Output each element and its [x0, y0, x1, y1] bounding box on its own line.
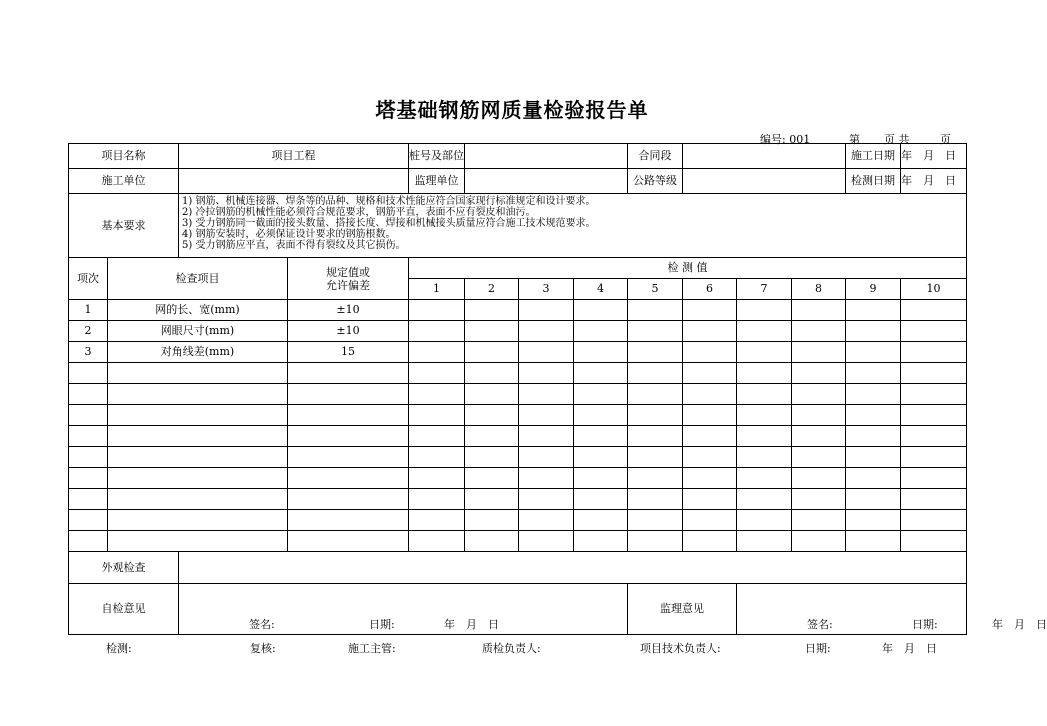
appearance-row [69, 552, 967, 584]
row-spec [288, 531, 409, 552]
page-ye-gong: 页 共 [884, 133, 910, 146]
footer-tech-head: 项目技术负责人: [640, 642, 721, 655]
measure-cell [409, 447, 465, 468]
sup-sign-label: 签名: [807, 618, 833, 631]
footer-qc-head: 质检负责人: [482, 642, 541, 655]
measure-col-header: 7 [737, 279, 792, 300]
measure-cell [683, 510, 737, 531]
measure-cell [683, 300, 737, 321]
measure-cell [901, 405, 967, 426]
table-row [69, 342, 967, 363]
measure-cell [628, 321, 683, 342]
road-grade-label: 公路等级 [628, 169, 683, 194]
project-name-label: 项目名称 [69, 144, 179, 169]
measure-cell [792, 510, 846, 531]
measure-cell [628, 300, 683, 321]
footer-chief: 施工主管: [348, 642, 396, 655]
self-sign-label: 签名: [249, 618, 275, 631]
measure-cell [792, 363, 846, 384]
measure-col-header: 10 [901, 279, 967, 300]
measure-col-header: 3 [519, 279, 574, 300]
measure-cell [901, 510, 967, 531]
row-item [108, 468, 288, 489]
measure-cell [901, 384, 967, 405]
requirements-row [69, 194, 967, 258]
measure-cell [737, 447, 792, 468]
measure-cell [409, 300, 465, 321]
measure-cell [683, 489, 737, 510]
row-item [108, 405, 288, 426]
row-item [108, 426, 288, 447]
measure-cell [574, 300, 628, 321]
measure-cell [901, 342, 967, 363]
measure-cell [409, 489, 465, 510]
measure-cell [519, 321, 574, 342]
measure-cell [737, 510, 792, 531]
inspect-date-label: 检测日期 [846, 169, 901, 194]
unit-value [179, 169, 409, 194]
measure-cell [409, 384, 465, 405]
measure-cell [901, 300, 967, 321]
row-index [69, 531, 108, 552]
measure-cell [846, 531, 901, 552]
requirements-label: 基本要求 [69, 194, 179, 258]
measure-cell [901, 489, 967, 510]
measure-cell [737, 489, 792, 510]
measure-cell [409, 342, 465, 363]
measure-cell [901, 468, 967, 489]
row-spec [288, 384, 409, 405]
row-index: 1 [69, 300, 108, 321]
row-index [69, 447, 108, 468]
measure-cell [901, 321, 967, 342]
header-row-2 [69, 169, 967, 194]
self-date-value: 年 月 日 [444, 618, 499, 631]
row-index: 2 [69, 321, 108, 342]
row-item [108, 510, 288, 531]
measure-cell [628, 363, 683, 384]
measure-cell [409, 531, 465, 552]
measure-cell [792, 489, 846, 510]
contract-label: 合同段 [628, 144, 683, 169]
measure-cell [628, 342, 683, 363]
measure-cell [901, 531, 967, 552]
measure-cell [465, 321, 519, 342]
measure-cell [628, 468, 683, 489]
row-index [69, 405, 108, 426]
row-spec [288, 510, 409, 531]
table-row [69, 426, 967, 447]
footer-date-value: 年 月 日 [882, 642, 937, 655]
requirement-item: 3) 受力钢筋同一截面的接头数量、搭接长度、焊接和机械接头质量应符合施工技术规范要求。 [182, 218, 596, 229]
measure-col-header: 9 [846, 279, 901, 300]
measure-cell [465, 489, 519, 510]
row-item [108, 489, 288, 510]
table-row [69, 468, 967, 489]
footer-review: 复核: [250, 642, 276, 655]
measure-cell [465, 384, 519, 405]
measure-cell [901, 363, 967, 384]
supervision-label: 监理意见 [628, 584, 737, 635]
measure-cell [574, 342, 628, 363]
self-date-label: 日期: [369, 618, 395, 631]
row-item [108, 363, 288, 384]
supervisor-unit-label: 监理单位 [409, 169, 465, 194]
row-item: 对角线差(mm) [108, 342, 288, 363]
measure-cell [846, 405, 901, 426]
col-index-header: 项次 [69, 258, 108, 300]
measure-cell [683, 468, 737, 489]
row-spec: 15 [288, 342, 409, 363]
table-row [69, 384, 967, 405]
col-spec-line-1: 规定值或 [326, 265, 370, 279]
appearance-label: 外观检查 [69, 552, 179, 584]
row-spec: ±10 [288, 300, 409, 321]
measure-cell [792, 384, 846, 405]
measure-cell [683, 531, 737, 552]
measure-cell [409, 405, 465, 426]
construct-date-label: 施工日期 [846, 144, 901, 169]
table-row [69, 363, 967, 384]
row-spec: ±10 [288, 321, 409, 342]
measure-cell [574, 489, 628, 510]
col-measure-header: 检 测 值 [409, 258, 967, 279]
measure-cell [409, 468, 465, 489]
measure-cell [628, 405, 683, 426]
requirements-text [179, 194, 967, 258]
measure-cell [737, 342, 792, 363]
measure-cell [574, 426, 628, 447]
measure-cell [683, 384, 737, 405]
row-spec [288, 489, 409, 510]
measure-cell [409, 510, 465, 531]
measure-cell [465, 510, 519, 531]
measure-cell [737, 321, 792, 342]
supervision-area [737, 584, 1047, 635]
page-di: 第 [849, 133, 860, 146]
measure-cell [737, 300, 792, 321]
row-index: 3 [69, 342, 108, 363]
table-row [69, 447, 967, 468]
measure-cell [846, 489, 901, 510]
measure-cell [792, 405, 846, 426]
measure-cell [683, 447, 737, 468]
data-rows [69, 300, 967, 552]
footer-inspect: 检测: [106, 642, 132, 655]
opinion-row [69, 584, 967, 635]
table-head-row-1 [69, 258, 967, 279]
measure-cell [465, 468, 519, 489]
row-spec [288, 426, 409, 447]
measure-cell [846, 384, 901, 405]
col-item-header: 检查项目 [108, 258, 288, 300]
measure-cell [846, 426, 901, 447]
measure-cell [574, 531, 628, 552]
measure-cell [792, 321, 846, 342]
measure-col-header: 4 [574, 279, 628, 300]
measure-cell [519, 489, 574, 510]
pile-label: 桩号及部位 [409, 144, 465, 169]
header-row-1 [69, 144, 967, 169]
measure-cell [683, 426, 737, 447]
table-row [69, 489, 967, 510]
supervisor-unit-value [465, 169, 628, 194]
row-item [108, 447, 288, 468]
contract-value [683, 144, 846, 169]
requirement-item: 2) 冷拉钢筋的机械性能必须符合规范要求，钢筋平直，表面不应有裂皮和油污。 [182, 207, 536, 218]
measure-cell [792, 468, 846, 489]
row-item: 网眼尺寸(mm) [108, 321, 288, 342]
measure-cell [901, 447, 967, 468]
table-row [69, 405, 967, 426]
measure-cell [465, 447, 519, 468]
row-index [69, 510, 108, 531]
measure-cell [628, 426, 683, 447]
row-index [69, 468, 108, 489]
row-index [69, 489, 108, 510]
row-index [69, 426, 108, 447]
measure-cell [737, 426, 792, 447]
measure-col-header: 5 [628, 279, 683, 300]
measure-cell [628, 384, 683, 405]
measure-cell [519, 447, 574, 468]
measure-cell [846, 447, 901, 468]
measure-cell [628, 489, 683, 510]
measure-cell [737, 468, 792, 489]
measure-cell [409, 363, 465, 384]
measure-cell [465, 405, 519, 426]
row-spec [288, 405, 409, 426]
measure-cell [574, 510, 628, 531]
row-item: 网的长、宽(mm) [108, 300, 288, 321]
measure-cell [628, 447, 683, 468]
road-grade-value [683, 169, 846, 194]
measure-col-header: 2 [465, 279, 519, 300]
measure-cell [465, 531, 519, 552]
measure-cell [409, 321, 465, 342]
measure-cell [465, 363, 519, 384]
row-item [108, 531, 288, 552]
measure-cell [465, 300, 519, 321]
measure-cell [628, 510, 683, 531]
measure-cell [846, 363, 901, 384]
measure-cell [465, 426, 519, 447]
table-row [69, 531, 967, 552]
measure-cell [519, 510, 574, 531]
col-spec-line-2: 允许偏差 [326, 278, 370, 292]
measure-cell [846, 510, 901, 531]
measure-cell [846, 342, 901, 363]
measure-cell [574, 321, 628, 342]
measure-cell [574, 405, 628, 426]
measure-cell [792, 531, 846, 552]
measure-cell [683, 405, 737, 426]
measure-cell [901, 426, 967, 447]
inspect-date-value: 年 月 日 [901, 169, 967, 194]
footer-date-label: 日期: [805, 642, 831, 655]
measure-cell [519, 405, 574, 426]
row-spec [288, 468, 409, 489]
construct-date-value: 年 月 日 [901, 144, 967, 169]
sup-date-label: 日期: [912, 618, 938, 631]
measure-cell [683, 321, 737, 342]
self-check-area [179, 584, 628, 635]
page-ye: 页 [940, 133, 951, 146]
pile-value [465, 144, 628, 169]
measure-cell [519, 363, 574, 384]
measure-cell [409, 426, 465, 447]
row-index [69, 363, 108, 384]
col-spec-header [288, 258, 409, 300]
measure-cell [792, 447, 846, 468]
requirement-item: 1) 钢筋、机械连接器、焊条等的品种、规格和技术性能应符合国家现行标准规定和设计要求。 [182, 196, 596, 207]
measure-col-header: 1 [409, 279, 465, 300]
measure-cell [519, 531, 574, 552]
doc-number: 编号: 001 [760, 133, 811, 146]
measure-cell [519, 342, 574, 363]
measure-cell [628, 531, 683, 552]
measure-cell [683, 363, 737, 384]
self-check-label: 自检意见 [69, 584, 179, 635]
measure-cell [792, 342, 846, 363]
measure-cell [792, 426, 846, 447]
measure-cell [846, 321, 901, 342]
measure-cell [792, 300, 846, 321]
row-item [108, 384, 288, 405]
table-row [69, 510, 967, 531]
table-row [69, 300, 967, 321]
measure-cell [465, 342, 519, 363]
measure-cell [574, 468, 628, 489]
unit-label: 施工单位 [69, 169, 179, 194]
measure-cell [519, 426, 574, 447]
measure-cell [519, 468, 574, 489]
measure-cell [574, 384, 628, 405]
measure-col-header: 8 [792, 279, 846, 300]
sup-date-value: 年 月 日 [992, 618, 1047, 631]
measure-cell [683, 342, 737, 363]
measure-cell [737, 531, 792, 552]
page-title: 塔基础钢筋网质量检验报告单 [375, 98, 649, 122]
table-row [69, 321, 967, 342]
measure-cell [737, 405, 792, 426]
measure-cell [574, 363, 628, 384]
measure-cell [519, 384, 574, 405]
measure-cell [574, 447, 628, 468]
row-spec [288, 363, 409, 384]
row-index [69, 384, 108, 405]
measure-cell [519, 300, 574, 321]
row-spec [288, 447, 409, 468]
measure-col-header: 6 [683, 279, 737, 300]
project-name-value: 项目工程 [179, 144, 409, 169]
requirement-item: 5) 受力钢筋应平直，表面不得有裂纹及其它损伤。 [182, 240, 406, 251]
requirement-item: 4) 钢筋安装时，必须保证设计要求的钢筋根数。 [182, 229, 396, 240]
measure-cell [737, 363, 792, 384]
measure-cell [846, 468, 901, 489]
inspection-form [68, 143, 1047, 635]
measure-cell [737, 384, 792, 405]
appearance-value [179, 552, 967, 584]
measure-cell [846, 300, 901, 321]
